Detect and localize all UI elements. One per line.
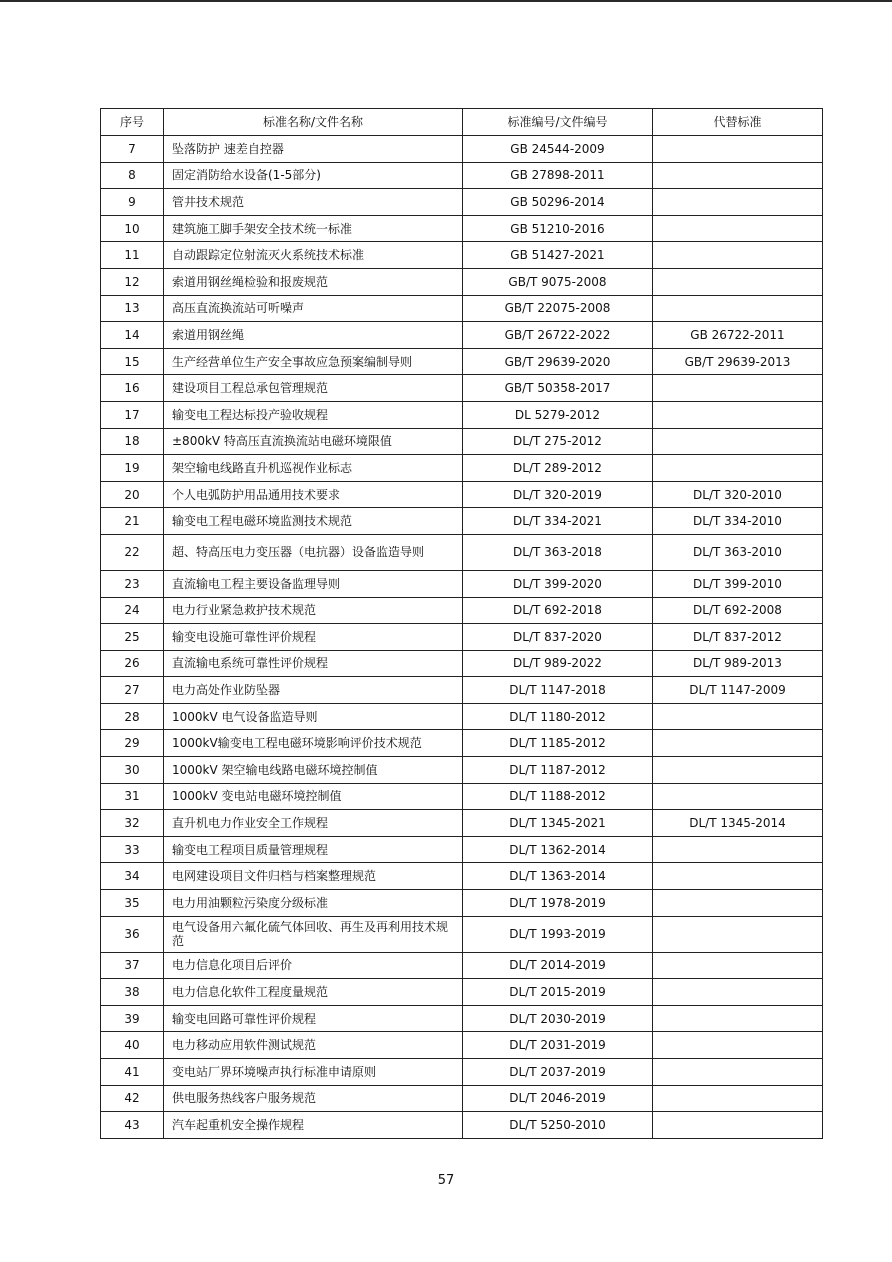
cell-replaces: DL/T 837-2012: [653, 624, 823, 651]
table-row: [101, 322, 823, 349]
cell-code: DL/T 1147-2018: [463, 677, 653, 704]
cell-code: DL/T 289-2012: [463, 455, 653, 482]
cell-no: 7: [101, 136, 164, 163]
cell-replaces: [653, 268, 823, 295]
cell-replaces: [653, 890, 823, 917]
cell-name: 1000kV 变电站电磁环境控制值: [164, 783, 463, 810]
cell-replaces: [653, 1112, 823, 1139]
table-row: [101, 534, 823, 570]
header-code: 标准编号/文件编号: [463, 109, 653, 136]
cell-no: 26: [101, 650, 164, 677]
cell-name: 1000kV 电气设备监造导则: [164, 703, 463, 730]
cell-name: 电力信息化项目后评价: [164, 952, 463, 979]
table-row: [101, 428, 823, 455]
cell-no: 42: [101, 1085, 164, 1112]
cell-name: 索道用钢丝绳: [164, 322, 463, 349]
cell-replaces: [653, 455, 823, 482]
cell-replaces: DL/T 989-2013: [653, 650, 823, 677]
cell-name: 个人电弧防护用品通用技术要求: [164, 481, 463, 508]
cell-code: DL/T 1363-2014: [463, 863, 653, 890]
cell-no: 27: [101, 677, 164, 704]
cell-code: GB/T 9075-2008: [463, 268, 653, 295]
cell-name: 汽车起重机安全操作规程: [164, 1112, 463, 1139]
cell-name: 固定消防给水设备(1-5部分): [164, 162, 463, 189]
page-number: 57: [437, 1173, 455, 1188]
table-row: [101, 677, 823, 704]
table-row: [101, 136, 823, 163]
cell-replaces: [653, 1059, 823, 1086]
cell-name: 输变电工程电磁环境监测技术规范: [164, 508, 463, 535]
table-row: [101, 890, 823, 917]
cell-no: 10: [101, 215, 164, 242]
cell-replaces: [653, 703, 823, 730]
table-row: [101, 1005, 823, 1032]
cell-code: DL/T 989-2022: [463, 650, 653, 677]
cell-code: DL/T 692-2018: [463, 597, 653, 624]
cell-code: DL/T 837-2020: [463, 624, 653, 651]
cell-no: 40: [101, 1032, 164, 1059]
cell-name: ±800kV 特高压直流换流站电磁环境限值: [164, 428, 463, 455]
table-row: [101, 1032, 823, 1059]
cell-no: 16: [101, 375, 164, 402]
cell-no: 13: [101, 295, 164, 322]
cell-code: GB 51210-2016: [463, 215, 653, 242]
table-row: [101, 375, 823, 402]
cell-name: 电力高处作业防坠器: [164, 677, 463, 704]
cell-code: DL/T 1362-2014: [463, 836, 653, 863]
cell-no: 28: [101, 703, 164, 730]
cell-name: 电力信息化软件工程度量规范: [164, 979, 463, 1006]
table-row: [101, 215, 823, 242]
cell-no: 18: [101, 428, 164, 455]
cell-name: 生产经营单位生产安全事故应急预案编制导则: [164, 348, 463, 375]
cell-name: 1000kV输变电工程电磁环境影响评价技术规范: [164, 730, 463, 757]
cell-replaces: [653, 215, 823, 242]
cell-replaces: [653, 1005, 823, 1032]
cell-replaces: [653, 428, 823, 455]
cell-code: DL/T 2014-2019: [463, 952, 653, 979]
cell-replaces: DL/T 1147-2009: [653, 677, 823, 704]
cell-code: DL/T 2046-2019: [463, 1085, 653, 1112]
cell-code: DL/T 334-2021: [463, 508, 653, 535]
cell-replaces: [653, 863, 823, 890]
table-row: [101, 650, 823, 677]
cell-code: GB/T 26722-2022: [463, 322, 653, 349]
cell-code: GB 51427-2021: [463, 242, 653, 269]
cell-no: 37: [101, 952, 164, 979]
table-row: [101, 703, 823, 730]
cell-replaces: DL/T 334-2010: [653, 508, 823, 535]
cell-replaces: [653, 162, 823, 189]
cell-name: 索道用钢丝绳检验和报废规范: [164, 268, 463, 295]
table-row: [101, 624, 823, 651]
cell-no: 41: [101, 1059, 164, 1086]
cell-no: 36: [101, 916, 164, 952]
cell-code: DL/T 1187-2012: [463, 757, 653, 784]
cell-name: 高压直流换流站可听噪声: [164, 295, 463, 322]
cell-name: 电力行业紧急救护技术规范: [164, 597, 463, 624]
cell-no: 19: [101, 455, 164, 482]
cell-replaces: [653, 836, 823, 863]
table-row: [101, 162, 823, 189]
cell-code: GB/T 29639-2020: [463, 348, 653, 375]
table-row: [101, 863, 823, 890]
cell-name: 输变电工程项目质量管理规程: [164, 836, 463, 863]
cell-no: 39: [101, 1005, 164, 1032]
table-row: [101, 979, 823, 1006]
cell-code: DL/T 399-2020: [463, 570, 653, 597]
cell-code: DL/T 1993-2019: [463, 916, 653, 952]
cell-replaces: DL/T 363-2010: [653, 534, 823, 570]
cell-code: DL/T 320-2019: [463, 481, 653, 508]
cell-name: 电气设备用六氟化硫气体回收、再生及再利用技术规范: [164, 916, 463, 952]
cell-code: DL 5279-2012: [463, 401, 653, 428]
cell-no: 34: [101, 863, 164, 890]
cell-replaces: [653, 242, 823, 269]
cell-replaces: [653, 1085, 823, 1112]
cell-name: 坠落防护 速差自控器: [164, 136, 463, 163]
cell-no: 23: [101, 570, 164, 597]
cell-no: 31: [101, 783, 164, 810]
table-row: [101, 348, 823, 375]
cell-no: 32: [101, 810, 164, 837]
cell-code: DL/T 1185-2012: [463, 730, 653, 757]
cell-replaces: [653, 295, 823, 322]
cell-replaces: [653, 401, 823, 428]
cell-code: DL/T 1180-2012: [463, 703, 653, 730]
cell-name: 输变电设施可靠性评价规程: [164, 624, 463, 651]
cell-no: 21: [101, 508, 164, 535]
cell-code: DL/T 1188-2012: [463, 783, 653, 810]
header-no: 序号: [101, 109, 164, 136]
cell-no: 17: [101, 401, 164, 428]
cell-replaces: [653, 730, 823, 757]
cell-no: 14: [101, 322, 164, 349]
table-row: [101, 952, 823, 979]
cell-name: 超、特高压电力变压器（电抗器）设备监造导则: [164, 534, 463, 570]
table-row: [101, 783, 823, 810]
cell-replaces: DL/T 320-2010: [653, 481, 823, 508]
cell-code: DL/T 2030-2019: [463, 1005, 653, 1032]
cell-replaces: [653, 136, 823, 163]
table-row: [101, 481, 823, 508]
top-border-line: [0, 0, 892, 2]
cell-no: 33: [101, 836, 164, 863]
cell-replaces: [653, 979, 823, 1006]
table-row: [101, 268, 823, 295]
cell-code: DL/T 2015-2019: [463, 979, 653, 1006]
table-row: [101, 597, 823, 624]
cell-name: 管井技术规范: [164, 189, 463, 216]
cell-replaces: [653, 916, 823, 952]
cell-code: GB/T 22075-2008: [463, 295, 653, 322]
header-replaces: 代替标准: [653, 109, 823, 136]
table-row: [101, 810, 823, 837]
cell-name: 架空输电线路直升机巡视作业标志: [164, 455, 463, 482]
cell-replaces: [653, 757, 823, 784]
cell-replaces: [653, 783, 823, 810]
cell-replaces: [653, 375, 823, 402]
cell-no: 8: [101, 162, 164, 189]
cell-no: 35: [101, 890, 164, 917]
cell-code: DL/T 2037-2019: [463, 1059, 653, 1086]
cell-no: 30: [101, 757, 164, 784]
table-row: [101, 1112, 823, 1139]
cell-replaces: DL/T 399-2010: [653, 570, 823, 597]
table-row: [101, 836, 823, 863]
cell-name: 电力移动应用软件测试规范: [164, 1032, 463, 1059]
cell-code: DL/T 1978-2019: [463, 890, 653, 917]
table-row: [101, 455, 823, 482]
cell-no: 9: [101, 189, 164, 216]
table-row: [101, 1085, 823, 1112]
table-row: [101, 189, 823, 216]
table-row: [101, 508, 823, 535]
cell-no: 38: [101, 979, 164, 1006]
table-row: [101, 757, 823, 784]
cell-code: GB 27898-2011: [463, 162, 653, 189]
cell-name: 输变电回路可靠性评价规程: [164, 1005, 463, 1032]
cell-no: 24: [101, 597, 164, 624]
cell-name: 变电站厂界环境噪声执行标准申请原则: [164, 1059, 463, 1086]
table-row: [101, 1059, 823, 1086]
cell-code: GB 24544-2009: [463, 136, 653, 163]
cell-no: 15: [101, 348, 164, 375]
cell-replaces: GB/T 29639-2013: [653, 348, 823, 375]
cell-name: 直流输电工程主要设备监理导则: [164, 570, 463, 597]
cell-no: 43: [101, 1112, 164, 1139]
cell-code: GB 50296-2014: [463, 189, 653, 216]
table-row: [101, 401, 823, 428]
table-row: [101, 730, 823, 757]
cell-name: 建设项目工程总承包管理规范: [164, 375, 463, 402]
cell-no: 22: [101, 534, 164, 570]
cell-name: 输变电工程达标投产验收规程: [164, 401, 463, 428]
cell-no: 11: [101, 242, 164, 269]
cell-name: 1000kV 架空输电线路电磁环境控制值: [164, 757, 463, 784]
standards-table: [100, 108, 823, 1139]
cell-no: 12: [101, 268, 164, 295]
cell-name: 供电服务热线客户服务规范: [164, 1085, 463, 1112]
cell-replaces: [653, 952, 823, 979]
header-name: 标准名称/文件名称: [164, 109, 463, 136]
cell-code: GB/T 50358-2017: [463, 375, 653, 402]
cell-name: 电网建设项目文件归档与档案整理规范: [164, 863, 463, 890]
cell-code: DL/T 363-2018: [463, 534, 653, 570]
cell-replaces: DL/T 692-2008: [653, 597, 823, 624]
cell-name: 建筑施工脚手架安全技术统一标准: [164, 215, 463, 242]
cell-code: DL/T 2031-2019: [463, 1032, 653, 1059]
cell-replaces: [653, 1032, 823, 1059]
table-row: [101, 295, 823, 322]
cell-replaces: DL/T 1345-2014: [653, 810, 823, 837]
table-row: [101, 242, 823, 269]
cell-no: 25: [101, 624, 164, 651]
cell-name: 直流输电系统可靠性评价规程: [164, 650, 463, 677]
cell-name: 直升机电力作业安全工作规程: [164, 810, 463, 837]
cell-name: 电力用油颗粒污染度分级标准: [164, 890, 463, 917]
cell-name: 自动跟踪定位射流灭火系统技术标准: [164, 242, 463, 269]
cell-code: DL/T 5250-2010: [463, 1112, 653, 1139]
cell-no: 20: [101, 481, 164, 508]
cell-replaces: [653, 189, 823, 216]
cell-code: DL/T 275-2012: [463, 428, 653, 455]
table-row: [101, 916, 823, 952]
cell-code: DL/T 1345-2021: [463, 810, 653, 837]
table-body: [101, 136, 823, 1139]
cell-replaces: GB 26722-2011: [653, 322, 823, 349]
cell-no: 29: [101, 730, 164, 757]
table-header-row: [101, 109, 823, 136]
table-row: [101, 570, 823, 597]
